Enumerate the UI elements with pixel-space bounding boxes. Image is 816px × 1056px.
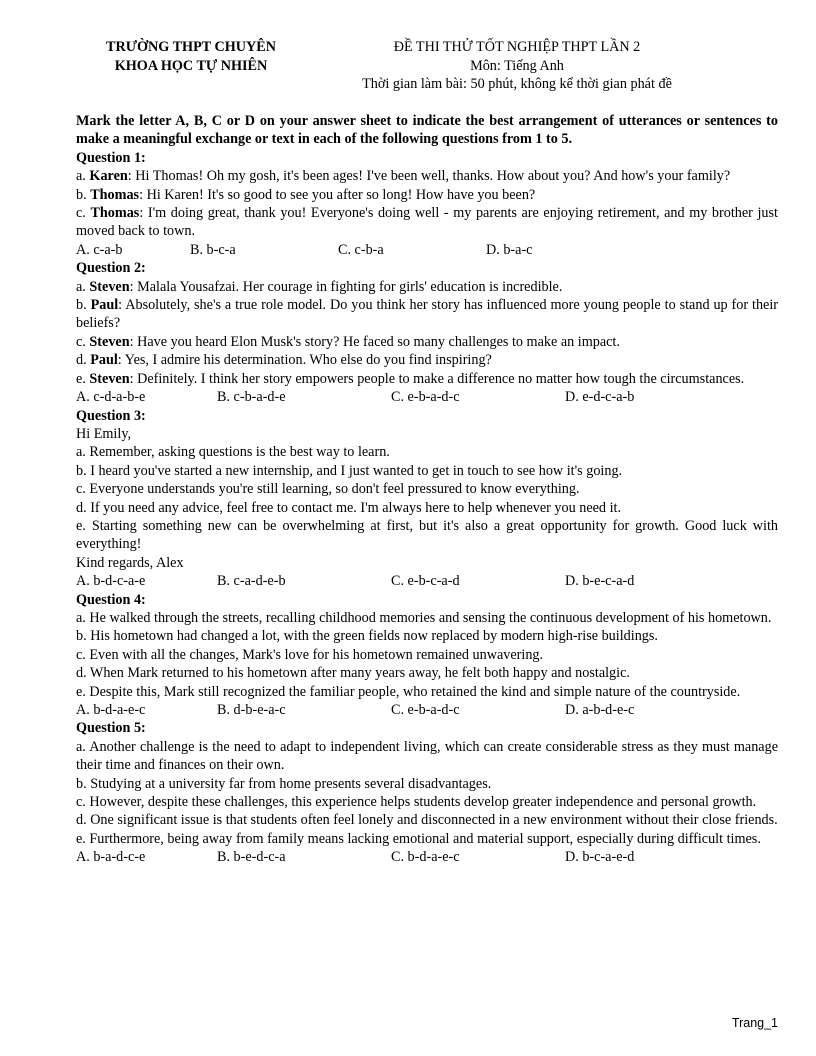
question-title: Question 4: [76,591,146,608]
question-title: Question 2: [76,260,146,277]
exam-duration: Thời gian làm bài: 50 phút, không kể thời gian phát đề [362,76,672,92]
line-text: : I'm doing great, thank you! Everyone's doing well - my parents are enjoying retirement, and my brother just moved back to town. [76,205,778,240]
question-line [76,554,778,572]
answer-option[interactable]: A. b-d-a-e-c [76,702,146,718]
line-text: e. Furthermore, being away from family means lacking emotional and material support, especially during difficult times. [76,830,761,847]
exam-subject: Môn: Tiếng Anh [470,58,564,74]
question-line [76,609,778,627]
answer-option[interactable]: D. b-a-c [486,241,533,258]
question-line [76,370,778,388]
line-text: : Hi Karen! It's so good to see you after so long! How have you been? [139,186,536,203]
line-text: a. Remember, asking questions is the best way to learn. [76,444,390,461]
question-line [76,646,778,664]
answer-option[interactable]: A. b-a-d-c-e [76,849,146,866]
school-name-line-1: TRƯỜNG THPT CHUYÊN [105,39,276,55]
answer-option[interactable]: C. c-b-a [338,241,384,258]
line-text: c. Even with all the changes, Mark's love for his hometown remained unwavering. [76,646,544,663]
answer-options [76,388,778,406]
answer-options [76,241,778,259]
question-line [76,167,778,185]
question-block [76,591,778,720]
answer-option[interactable]: C. b-d-a-e-c [391,849,460,866]
question-line [76,793,778,811]
question-line [76,443,778,461]
speaker-name: Paul [90,297,119,314]
answer-options [76,848,778,866]
answer-option[interactable]: C. e-b-c-a-d [391,573,460,590]
line-text: a. Another challenge is the need to adapt to independent living, which can create considerable stress as they must manage their time and finances on their own. [76,738,778,774]
line-text: : Definitely. I think her story empowers people to make a difference no matter how tough the circumstances. [129,370,745,387]
answer-option[interactable]: D. b-e-c-a-d [565,573,635,590]
question-line [76,333,778,351]
answer-options [76,572,778,590]
line-text: e. Starting something new can be overwhelming at first, but it's also a great opportunity for growth. Good luck with everything! [76,517,778,553]
question-line [76,811,778,829]
line-text: d. If you need any advice, feel free to contact me. I'm always here to help whenever you need it. [76,499,621,516]
line-text: : Have you heard Elon Musk's story? He faced so many challenges to make an impact. [129,333,620,350]
section-instruction: Mark the letter A, B, C or D on your answer sheet to indicate the best arrangement of utterances or sentences to make a meaningful exchange or text in each of the following questions from 1 to 5. [76,113,778,148]
question-line [76,186,778,204]
question-block [76,149,778,259]
speaker-name: Thomas [90,186,140,203]
question-line [76,278,778,296]
question-title: Question 1: [76,149,146,166]
answer-option[interactable]: A. c-d-a-b-e [76,389,146,406]
line-prefix: b. [76,297,91,314]
question-line [76,462,778,480]
line-prefix: b. [76,186,91,203]
line-prefix: c. [76,205,91,222]
line-text: : Yes, I admire his determination. Who else do you find inspiring? [117,352,492,369]
line-text: c. Everyone understands you're still learning, so don't feel pressured to know everything. [76,481,580,498]
line-text: b. Studying at a university far from home presents several disadvantages. [76,775,492,792]
question-line [76,351,778,369]
question-title: Question 3: [76,407,146,424]
line-text: d. When Mark returned to his hometown after many years away, he felt both happy and nostalgic. [76,665,630,682]
question-line [76,480,778,498]
question-line [76,775,778,793]
question-block [76,719,778,866]
speaker-name: Steven [89,278,130,295]
line-text: d. One significant issue is that students often feel lonely and disconnected in a new environment without their close friends. [76,812,778,829]
answer-option[interactable]: D. e-d-c-a-b [565,389,635,406]
answer-option[interactable]: B. b-c-a [190,241,236,258]
page-number: Trang_1 [731,1016,778,1030]
line-prefix: d. [76,352,91,369]
answer-option[interactable]: B. d-b-e-a-c [217,702,286,718]
speaker-name: Thomas [90,205,140,222]
exam-content [76,112,778,867]
speaker-name: Steven [89,370,130,387]
line-prefix: a. [76,278,90,295]
question-line [76,517,778,554]
line-text: c. However, despite these challenges, this experience helps students develop greater independence and personal growth. [76,794,757,811]
school-name-line-2: KHOA HỌC TỰ NHIÊN [114,58,268,74]
line-text: : Malala Yousafzai. Her courage in fighting for girls' education is incredible. [129,278,563,295]
answer-option[interactable]: D. a-b-d-e-c [565,702,635,718]
answer-option[interactable]: B. b-e-d-c-a [217,849,286,866]
answer-options [76,701,778,719]
question-block [76,407,778,591]
exam-header [0,38,816,94]
answer-option[interactable]: B. c-b-a-d-e [217,389,286,406]
question-line [76,627,778,645]
line-text: Kind regards, Alex [76,554,184,571]
question-block [76,259,778,406]
question-title: Question 5: [76,720,146,737]
question-line [76,830,778,848]
line-text: b. His hometown had changed a lot, with the green fields now replaced by modern high-rise buildings. [76,628,658,645]
answer-option[interactable]: B. c-a-d-e-b [217,573,286,590]
line-text: a. He walked through the streets, recalling childhood memories and sensing the continuous development of his hometown. [76,609,772,626]
question-line [76,204,778,241]
answer-option[interactable]: D. b-c-a-e-d [565,849,635,866]
question-line [76,683,778,701]
line-text: b. I heard you've started a new internship, and I just wanted to get in touch to see how it's going. [76,462,623,479]
answer-option[interactable]: A. c-a-b [76,241,123,258]
speaker-name: Paul [90,352,118,369]
line-prefix: a. [76,168,90,185]
question-list [76,149,778,867]
line-text: : Hi Thomas! Oh my gosh, it's been ages! I've been well, thanks. How about you? And how's your family? [127,168,731,185]
speaker-name: Steven [89,333,130,350]
question-line [76,738,778,775]
answer-option[interactable]: C. e-b-a-d-c [391,389,460,406]
question-line [76,499,778,517]
question-line [76,296,778,333]
line-prefix: c. [76,333,90,350]
answer-option[interactable]: C. e-b-a-d-c [391,702,460,718]
answer-option[interactable]: A. b-d-c-a-e [76,573,146,590]
line-text: Hi Emily, [76,425,132,442]
question-line [76,664,778,682]
speaker-name: Karen [89,168,128,185]
line-text: e. Despite this, Mark still recognized the familiar people, who retained the kind and simple nature of the countryside. [76,683,741,700]
exam-title: ĐỀ THI THỬ TỐT NGHIỆP THPT LẦN 2 [393,39,641,55]
line-text: : Absolutely, she's a true role model. Do you think her story has influenced more young people to stand up for their beliefs? [76,297,779,332]
question-line [76,425,778,443]
line-prefix: e. [76,370,90,387]
